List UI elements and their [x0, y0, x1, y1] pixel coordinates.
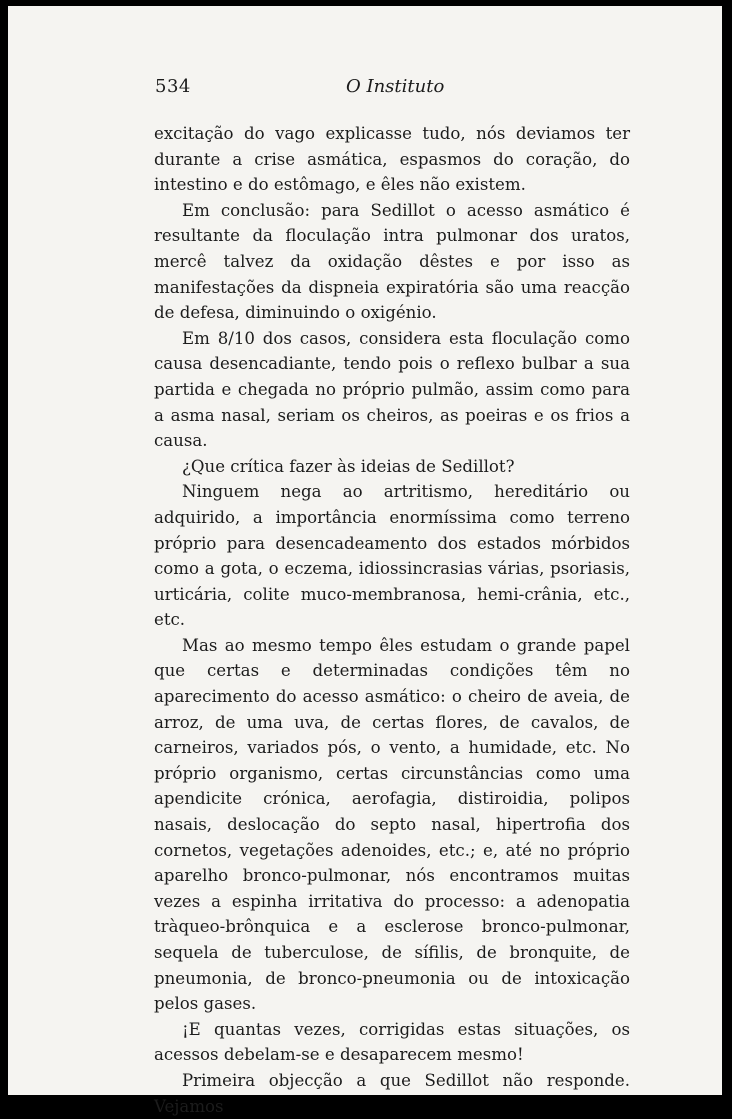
page-number: 534	[155, 76, 191, 97]
paragraph: ¡E quantas vezes, corrigidas estas situações, os acessos debelam-se e desaparecem mesmo!	[154, 1019, 630, 1065]
paragraph: Em conclusão: para Sedillot o acesso asmático é resultante da floculação intra pulmonar dos uratos, mercê talvez da oxidação dêstes e por isso as manifestações da dispneia expiratória são uma reacção de defesa, diminuindo o oxigénio.	[154, 200, 630, 323]
paragraph: excitação do vago explicasse tudo, nós deviamos ter durante a crise asmática, espasmos do coração, do intestino e do estômago, e êles não existem.	[154, 124, 630, 195]
paragraph: Ninguem nega ao artritismo, hereditário ou adquirido, a importância enormíssima como terreno próprio para desencadeamento dos estados mórbidos como a gota, o eczema, idiossincrasias várias, psoriasis, urticária, colite muco-membranosa, hemi-crânia, etc., etc.	[154, 482, 630, 630]
paragraph: Mas ao mesmo tempo êles estudam o grande papel que certas e determinadas condições têm no aparecimento do acesso asmático: o cheiro de aveia, de arroz, de uma uva, de certas flores, de cavalos, de carneiros, variados pós, o vento, a humidade, etc. No próprio organismo, certas circunstâncias como uma apendicite crónica, aerofagia, distiroidia, polipos nasais, deslocação do septo nasal, hipertrofia dos cornetos, vegetações adenoides, etc.; e, até no próprio aparelho bronco-pulmonar, nós encontramos muitas vezes a espinha irritativa do processo: a adenopatia tràqueo-brônquica e a esclerose bronco-pulmonar, sequela de tuberculose, de sífilis, de bronquite, de pneumonia, de bronco-pneumonia ou de intoxicação pelos gases.	[154, 635, 630, 1014]
paragraph: Em 8/10 dos casos, considera esta floculação como causa desencadiante, tendo pois o reflexo bulbar a sua partida e chegada no próprio pulmão, assim como para a asma nasal, seriam os cheiros, as poeiras e os frios a causa.	[154, 328, 630, 451]
body-text	[154, 121, 630, 1119]
running-title: O Instituto	[346, 76, 445, 97]
book-page	[8, 6, 722, 1116]
paragraph: ¿Que crítica fazer às ideias de Sedillot?	[182, 456, 515, 476]
paragraph: Primeira objecção a que Sedillot não responde. Vejamos	[154, 1070, 630, 1116]
page-header	[8, 76, 722, 100]
